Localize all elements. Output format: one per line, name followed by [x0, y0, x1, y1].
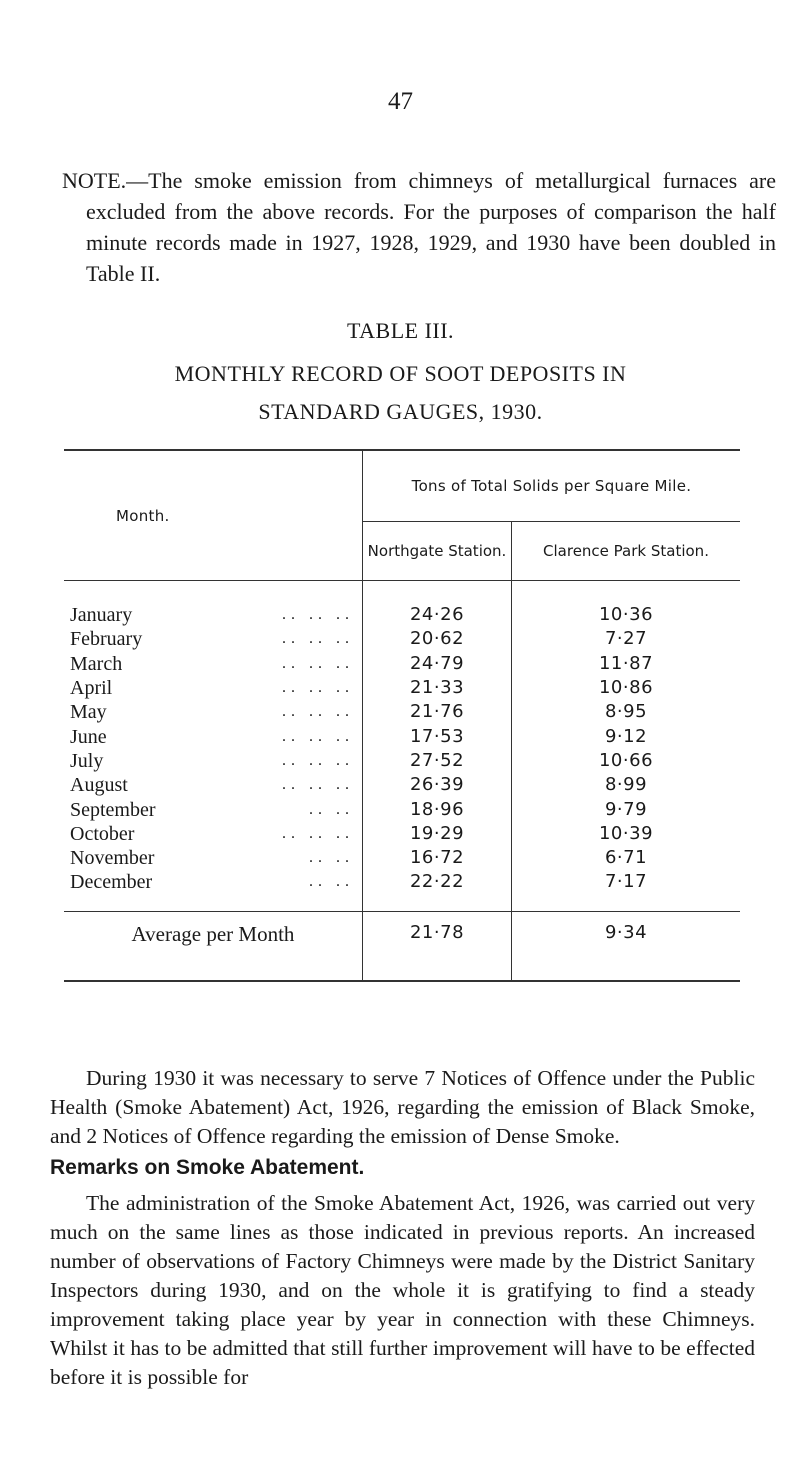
table-title: TABLE III. [346, 318, 455, 343]
page-number: 47 [388, 88, 413, 115]
northgate-value: 19·29 [363, 822, 512, 846]
month-cell [64, 676, 363, 700]
dot-leader: .. .. [309, 800, 354, 818]
month-cell [64, 846, 363, 870]
average-row [64, 911, 740, 981]
table-row [64, 700, 740, 724]
table-body [64, 581, 740, 895]
dot-leader: .. .. .. [282, 630, 354, 648]
table-row [64, 724, 740, 748]
remarks-heading: Remarks on Smoke Abatement. [50, 1156, 365, 1179]
table-row [64, 652, 740, 676]
northgate-value: 17·53 [363, 724, 512, 748]
remarks-paragraph: The administration of the Smoke Abatement Act, 1926, was carried out very much on the same lines as those indicated in previous reports. An increased number of observations of Factory Chimneys were made by the District Sanitary Inspectors during 1930, and on the whole it is gratifying to find a steady improvement taking place year by year in connection with these Chimneys. Whilst it has to be admitted that still further improvement will have to be effected before it is possible for [50, 1191, 755, 1389]
northgate-value: 16·72 [363, 846, 512, 870]
clarence-value: 9·12 [512, 724, 741, 748]
clarence-value: 9·79 [512, 797, 741, 821]
clarence-value: 6·71 [512, 846, 741, 870]
month-cell [64, 797, 363, 821]
clarence-value: 8·99 [512, 773, 741, 797]
month-label: February [70, 628, 143, 651]
average-label: Average per Month [64, 911, 363, 981]
month-label: November [70, 847, 155, 870]
header-northgate: Northgate Station. [363, 522, 512, 581]
month-label: July [70, 749, 104, 772]
month-cell [64, 652, 363, 676]
clarence-value: 10·39 [512, 822, 741, 846]
table-row [64, 822, 740, 846]
table-row [64, 870, 740, 894]
month-label: March [70, 652, 123, 675]
dot-leader: .. .. .. [282, 703, 354, 721]
northgate-value: 21·33 [363, 676, 512, 700]
header-tons-total-solids: Tons of Total Solids per Square Mile. [363, 450, 741, 522]
month-cell [64, 627, 363, 651]
dot-leader: .. .. .. [282, 776, 354, 794]
table-heading [0, 355, 801, 431]
table-heading-line2: STANDARD GAUGES, 1930. [258, 399, 543, 424]
northgate-value: 24·26 [363, 603, 512, 627]
notices-paragraph: During 1930 it was necessary to serve 7 Notices of Offence under the Public Health (Smoke Abatement) Act, 1926, regarding the emission of Black Smoke, and 2 Notices of Offence regarding the emission of Dense Smoke. [50, 1066, 755, 1148]
month-label: May [70, 701, 107, 724]
month-cell [64, 749, 363, 773]
header-month: Month. [64, 450, 363, 581]
table-row [64, 627, 740, 651]
dot-leader: .. .. .. [282, 751, 354, 769]
month-label: August [70, 774, 128, 797]
month-label: September [70, 798, 156, 821]
table-row [64, 797, 740, 821]
average-northgate: 21·78 [363, 911, 512, 981]
dot-leader: .. .. [309, 849, 354, 867]
month-label: April [70, 677, 113, 700]
clarence-value: 10·36 [512, 603, 741, 627]
table-row [64, 773, 740, 797]
table-row [64, 749, 740, 773]
clarence-value: 8·95 [512, 700, 741, 724]
clarence-value: 10·86 [512, 676, 741, 700]
note-paragraph: NOTE.—The smoke emission from chimneys of metallurgical furnaces are excluded from the above records. For the purposes of comparison the half minute records made in 1927, 1928, 1929, and 1930 have been doubled in Table II. [62, 168, 776, 286]
clarence-value: 7·17 [512, 870, 741, 894]
table-heading-line1: MONTHLY RECORD OF SOOT DEPOSITS IN [174, 361, 627, 386]
month-cell [64, 603, 363, 627]
month-cell [64, 773, 363, 797]
clarence-value: 11·87 [512, 652, 741, 676]
month-cell [64, 700, 363, 724]
month-label: June [70, 725, 107, 748]
northgate-value: 24·79 [363, 652, 512, 676]
dot-leader: .. .. .. [282, 679, 354, 697]
month-cell [64, 822, 363, 846]
dot-leader: .. .. .. [282, 606, 354, 624]
dot-leader: .. .. [309, 873, 354, 891]
table-row [64, 603, 740, 627]
month-cell [64, 724, 363, 748]
average-clarence: 9·34 [512, 911, 741, 981]
northgate-value: 21·76 [363, 700, 512, 724]
month-label: December [70, 871, 153, 894]
northgate-value: 20·62 [363, 627, 512, 651]
dot-leader: .. .. .. [282, 824, 354, 842]
dot-leader: .. .. .. [282, 727, 354, 745]
header-clarence-park: Clarence Park Station. [512, 522, 741, 581]
northgate-value: 22·22 [363, 870, 512, 894]
northgate-value: 26·39 [363, 773, 512, 797]
clarence-value: 10·66 [512, 749, 741, 773]
soot-deposits-table [64, 449, 740, 982]
dot-leader: .. .. .. [282, 654, 354, 672]
northgate-value: 27·52 [363, 749, 512, 773]
northgate-value: 18·96 [363, 797, 512, 821]
month-label: January [70, 604, 133, 627]
month-label: October [70, 822, 135, 845]
clarence-value: 7·27 [512, 627, 741, 651]
month-cell [64, 870, 363, 894]
table-row [64, 676, 740, 700]
table-row [64, 846, 740, 870]
